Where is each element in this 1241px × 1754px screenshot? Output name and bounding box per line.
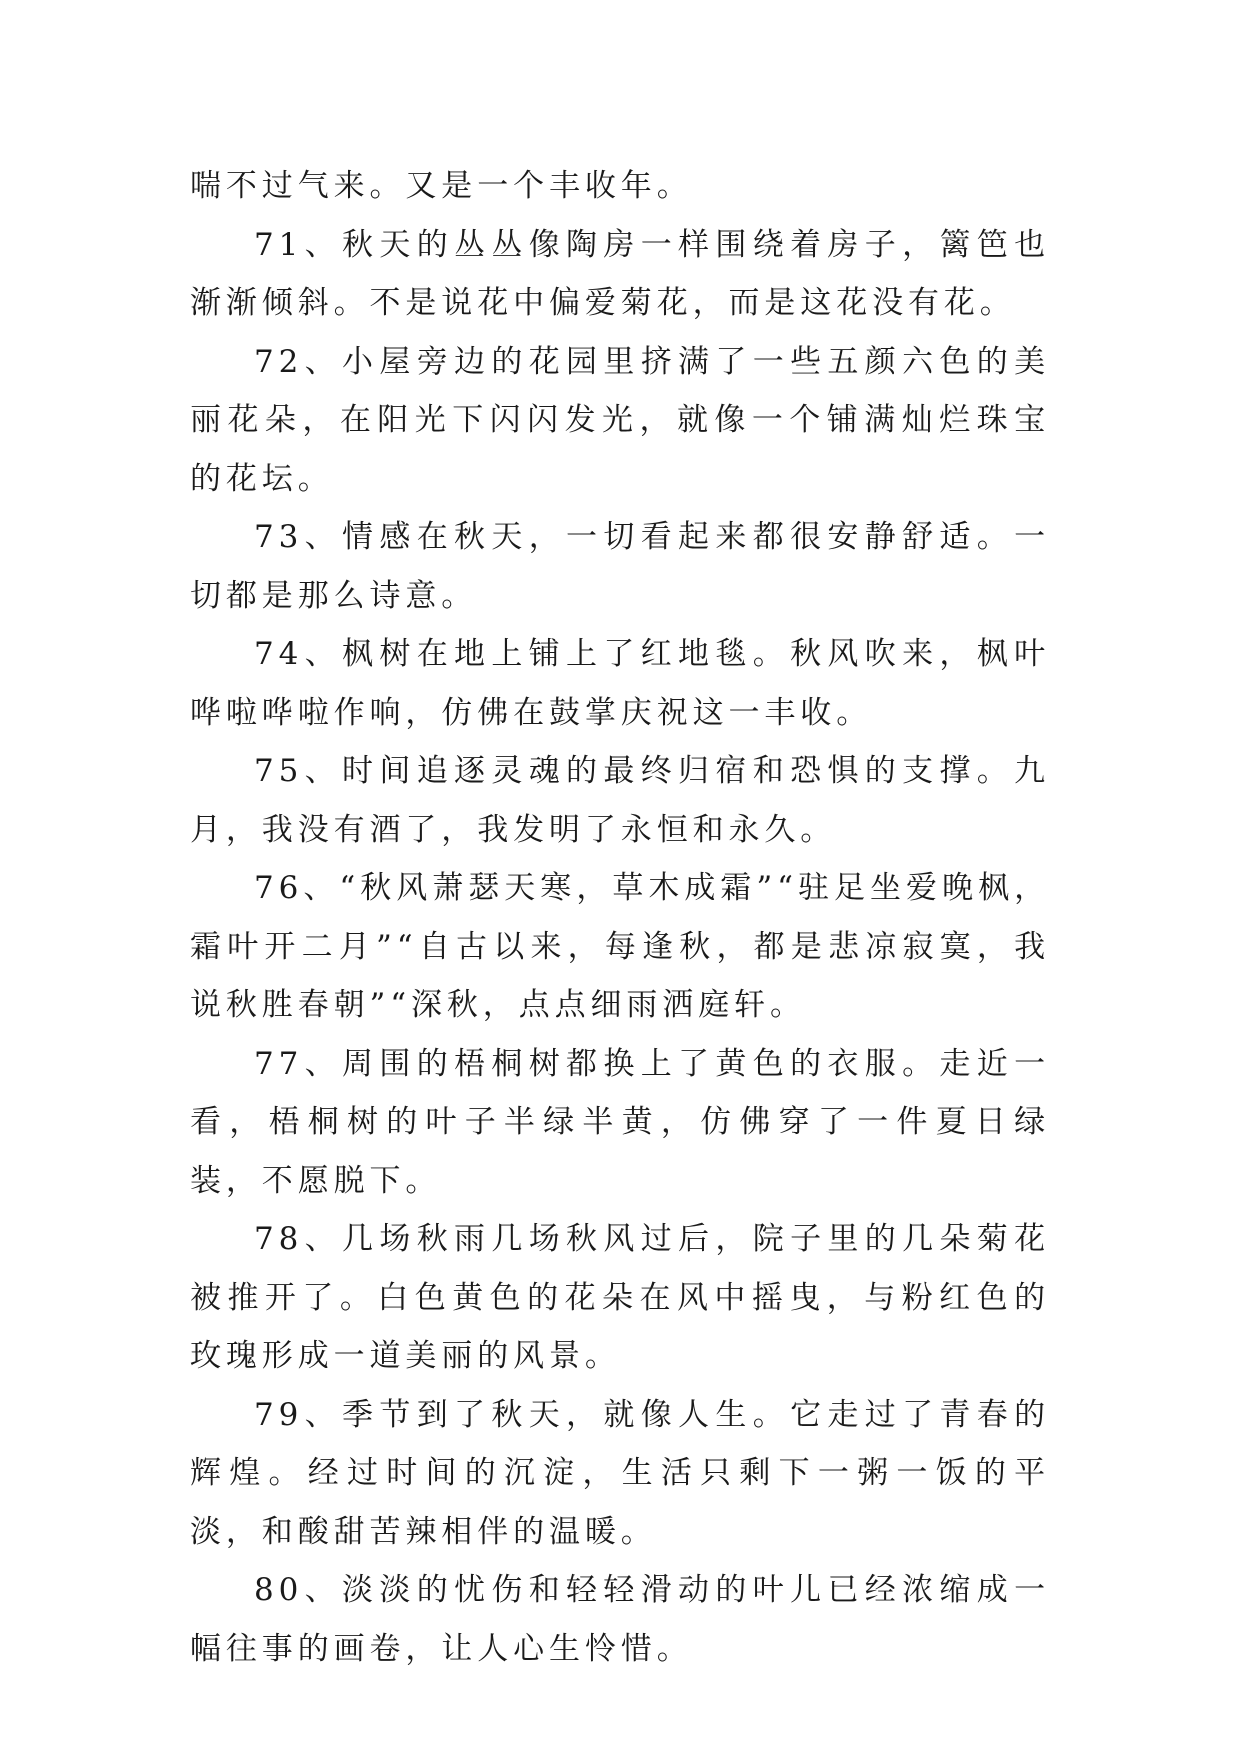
paragraph-79: 79、季节到了秋天，就像人生。它走过了青春的辉煌。经过时间的沉淀，生活只剩下一粥一饭的平淡，和酸甜苦辣相伴的温暖。 <box>190 1396 1050 1550</box>
paragraph-80: 80、淡淡的忧伤和轻轻滑动的叶儿已经浓缩成一幅往事的画卷，让人心生怜惜。 <box>190 1572 1050 1667</box>
paragraph-75: 75、时间追逐灵魂的最终归宿和恐惧的支撑。九月，我没有酒了，我发明了永恒和永久。 <box>190 753 1050 848</box>
paragraph-73: 73、情感在秋天，一切看起来都很安静舒适。一切都是那么诗意。 <box>190 519 1050 614</box>
paragraph-71: 71、秋天的丛丛像陶房一样围绕着房子，篱笆也渐渐倾斜。不是说花中偏爱菊花，而是这花没有花。 <box>190 226 1050 321</box>
paragraph-78: 78、几场秋雨几场秋风过后，院子里的几朵菊花被推开了。白色黄色的花朵在风中摇曳，与粉红色的玫瑰形成一道美丽的风景。 <box>190 1221 1050 1374</box>
paragraph-72: 72、小屋旁边的花园里挤满了一些五颜六色的美丽花朵，在阳光下闪闪发光，就像一个铺满灿烂珠宝的花坛。 <box>190 343 1050 497</box>
paragraph-76: 76、“秋风萧瑟天寒，草木成霜”“驻足坐爱晚枫，霜叶开二月”“自古以来，每逢秋，都是悲凉寂寞，我说秋胜春朝”“深秋，点点细雨洒庭轩。 <box>190 870 1050 1023</box>
paragraph-74: 74、枫树在地上铺上了红地毯。秋风吹来，枫叶哗啦哗啦作响，仿佛在鼓掌庆祝这一丰收。 <box>190 636 1050 731</box>
paragraph-77: 77、周围的梧桐树都换上了黄色的衣服。走近一看，梧桐树的叶子半绿半黄，仿佛穿了一件夏日绿装，不愿脱下。 <box>190 1045 1050 1199</box>
paragraph-continuation: 喘不过气来。又是一个丰收年。 <box>190 168 693 204</box>
document-body <box>190 157 1050 1678</box>
